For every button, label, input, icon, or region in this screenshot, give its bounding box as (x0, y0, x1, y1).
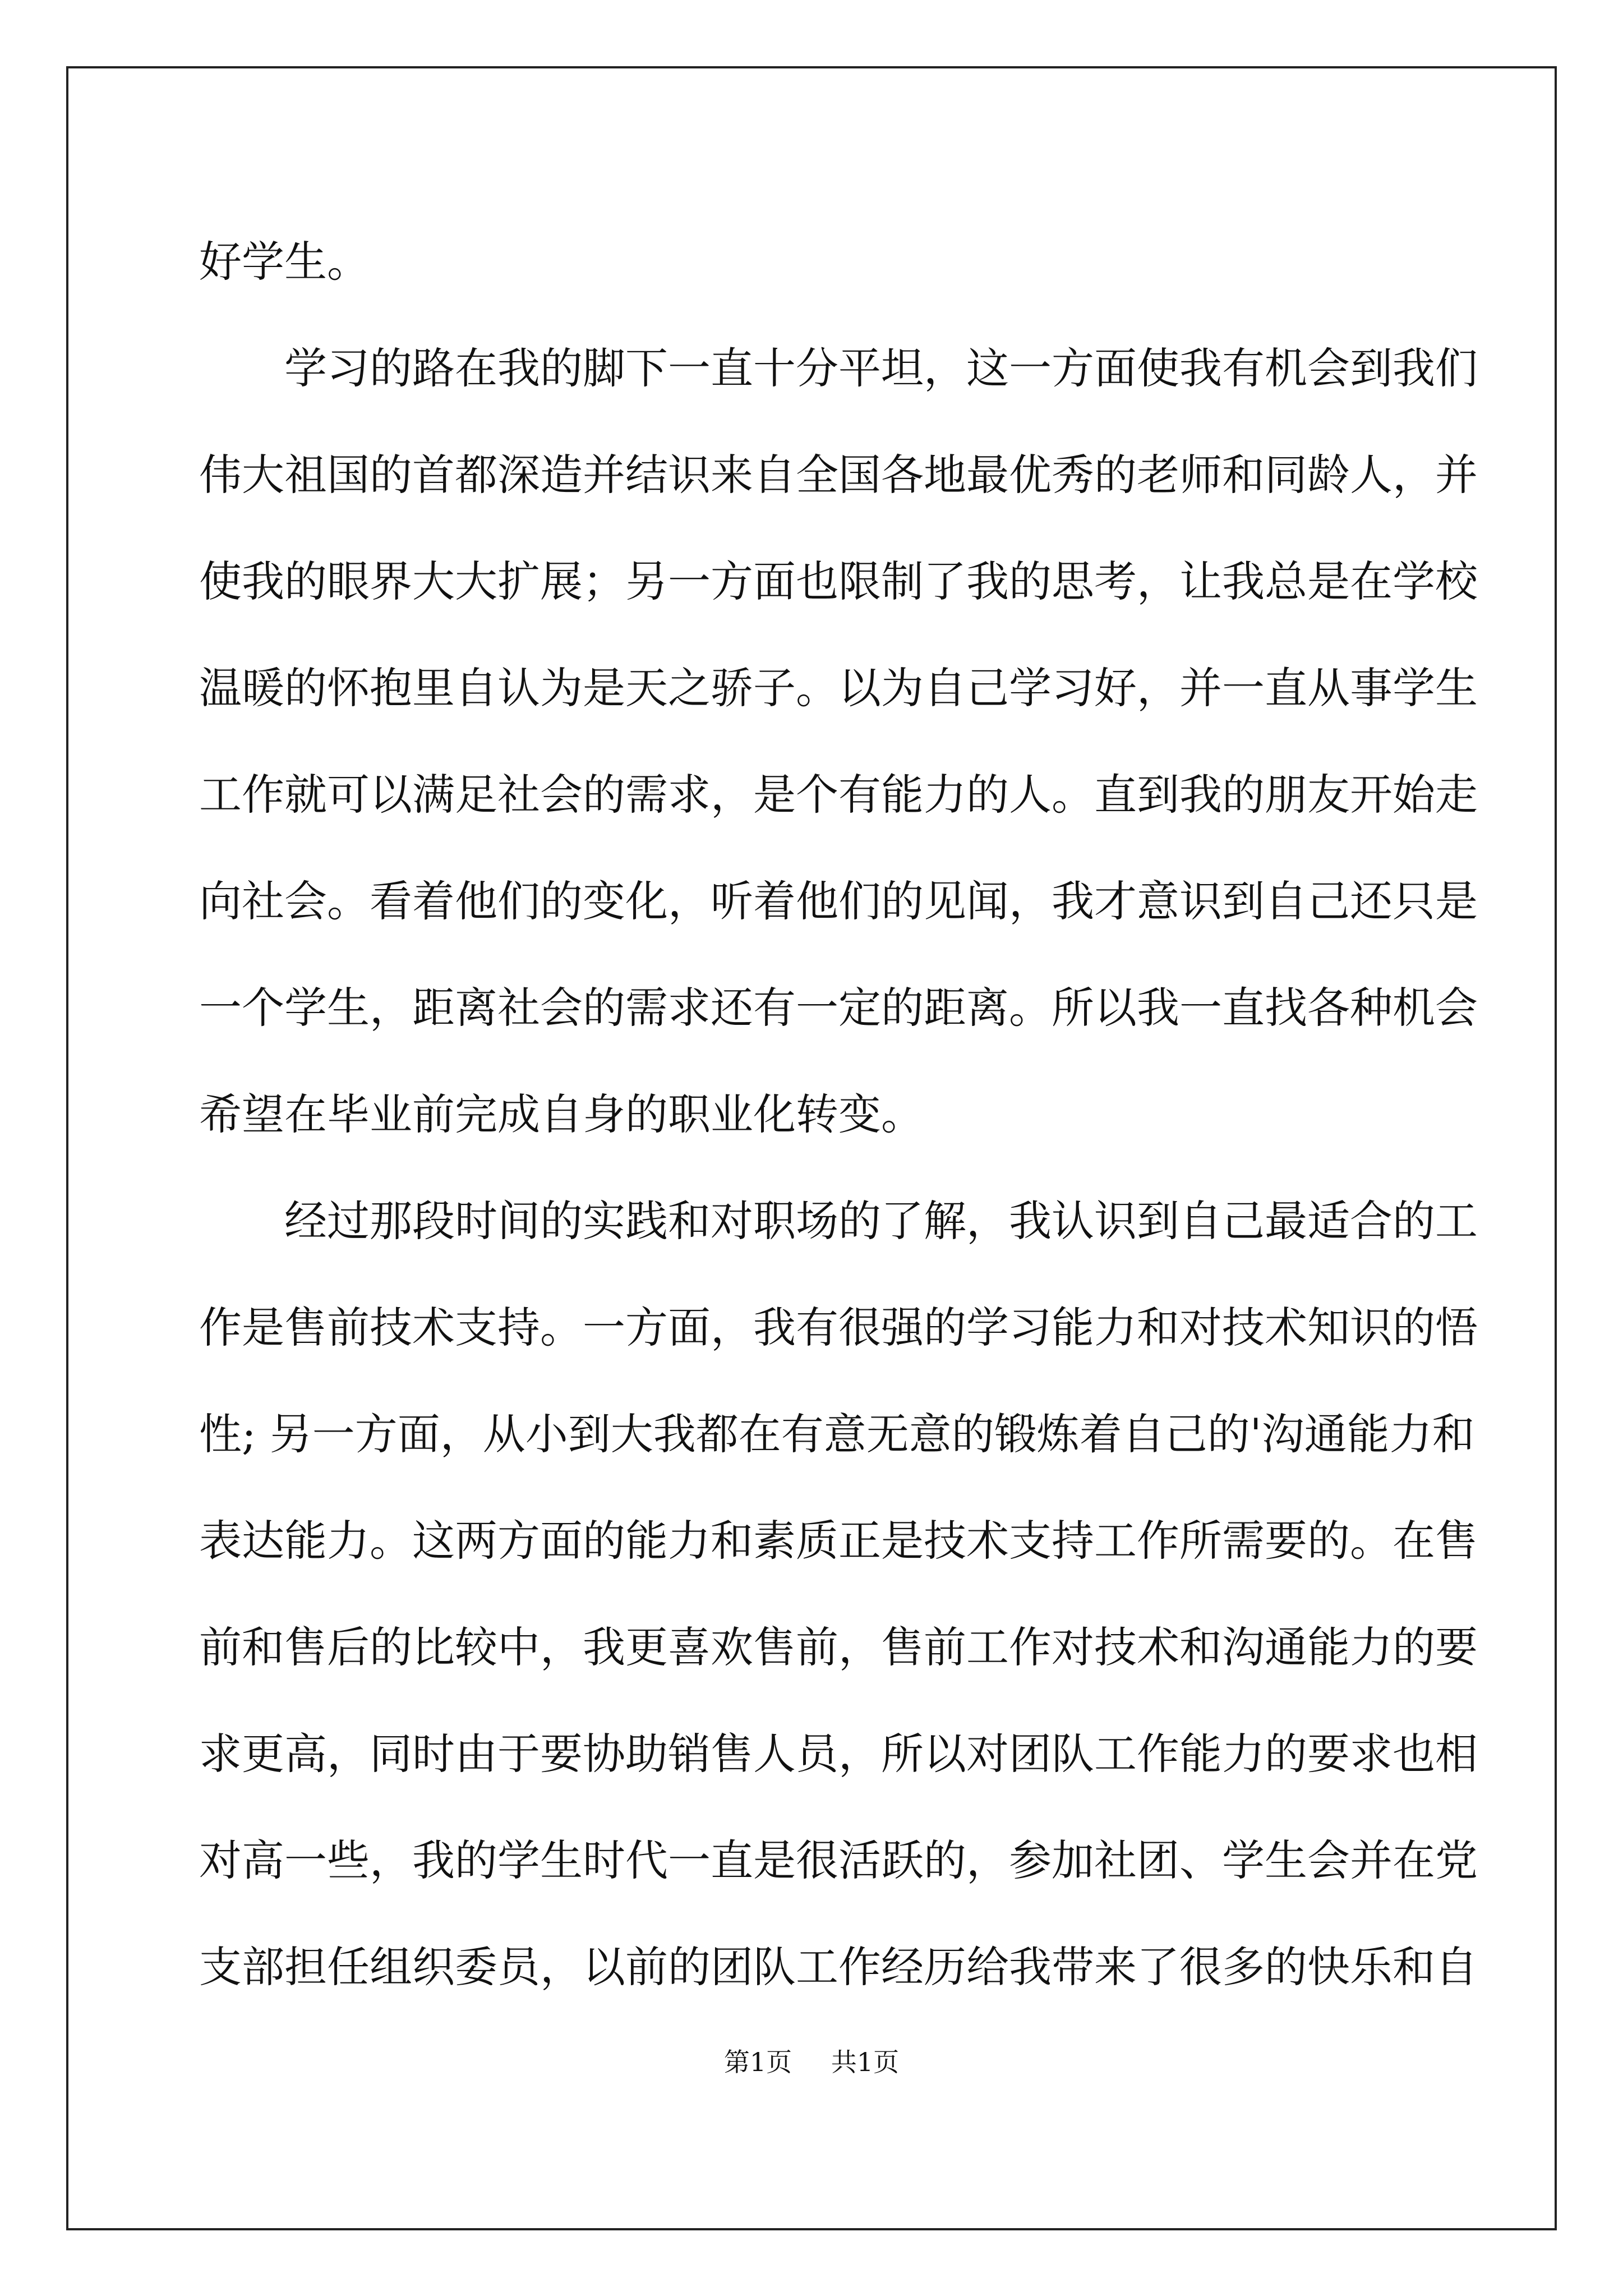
document-body (199, 209, 1478, 2021)
text-line: 希望在毕业前完成自身的职业化转变。 (199, 1089, 924, 1139)
text-line: 好学生。 (199, 237, 370, 287)
text-line: 伟大祖国的首都深造并结识来自全国各地最优秀的老师和同龄人，并 (199, 450, 1478, 500)
text-line: 对高一些，我的学生时代一直是很活跃的，参加社团、学生会并在党 (199, 1835, 1478, 1885)
paragraph-first-line: 经过那段时间的实践和对职场的了解，我认识到自己最适合的工 (284, 1196, 1478, 1246)
text-line: 温暖的怀抱里自认为是天之骄子。以为自己学习好，并一直从事学生 (199, 663, 1478, 713)
text-line: 向社会。看着他们的变化，听着他们的见闻，我才意识到自己还只是 (199, 876, 1478, 926)
text-line: 使我的眼界大大扩展；另一方面也限制了我的思考，让我总是在学校 (199, 556, 1478, 606)
paragraph-first-line: 学习的路在我的脚下一直十分平坦，这一方面使我有机会到我们 (284, 343, 1478, 393)
text-line: 支部担任组织委员，以前的团队工作经历给我带来了很多的快乐和自 (199, 1942, 1478, 1992)
text-line: 性; 另一方面，从小到大我都在有意无意的锻炼着自己的'沟通能力和 (199, 1409, 1475, 1459)
text-line: 表达能力。这两方面的能力和素质正是技术支持工作所需要的。在售 (199, 1516, 1478, 1566)
page-number: 第1页 (723, 2047, 792, 2077)
text-line: 求更高，同时由于要协助销售人员，所以对团队工作能力的要求也相 (199, 1729, 1478, 1779)
text-line: 工作就可以满足社会的需求，是个有能力的人。直到我的朋友开始走 (199, 770, 1478, 820)
text-line: 一个学生，距离社会的需求还有一定的距离。所以我一直找各种机会 (199, 983, 1478, 1033)
page-total: 共1页 (831, 2047, 900, 2077)
text-line: 作是售前技术支持。一方面，我有很强的学习能力和对技术知识的悟 (199, 1303, 1478, 1352)
text-line: 前和售后的比较中，我更喜欢售前，售前工作对技术和沟通能力的要 (199, 1622, 1478, 1672)
page-footer (0, 2042, 1623, 2079)
